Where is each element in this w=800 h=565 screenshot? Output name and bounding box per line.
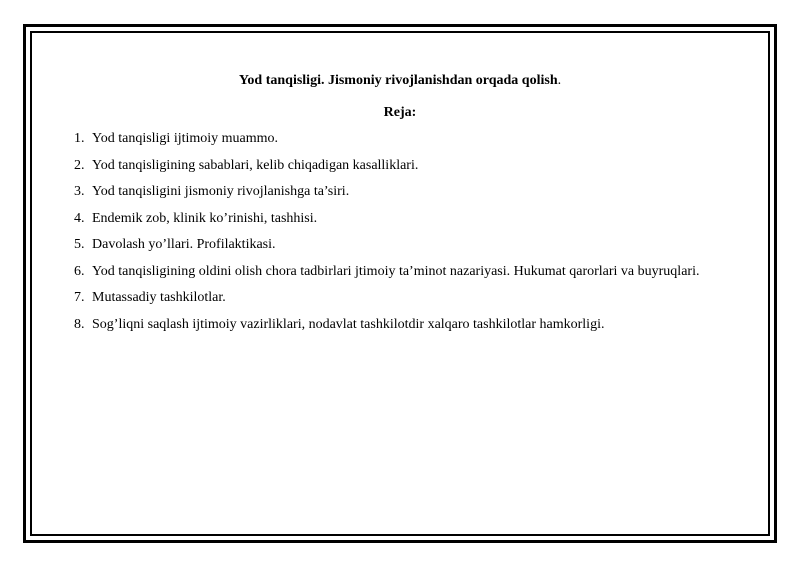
plan-item-number: 4. xyxy=(74,210,85,226)
plan-item-number: 8. xyxy=(74,316,85,332)
plan-item-text: Davolash yo’llari. Profilaktikasi. xyxy=(92,237,276,252)
plan-item-text: Endemik zob, klinik ko’rinishi, tashhisi. xyxy=(92,210,318,226)
plan-item-3 xyxy=(74,184,699,211)
plan-item-number: 7. xyxy=(74,290,85,305)
plan-item-text: Yod tanqisligi ijtimoiy muammo. xyxy=(92,131,279,146)
document-title xyxy=(32,73,768,89)
plan-list xyxy=(74,131,699,343)
plan-item-6 xyxy=(74,264,699,291)
plan-item-number: 5. xyxy=(74,237,85,252)
plan-item-text: Yod tanqisligining oldini olish chora tadbirlari jtimoiy ta’minot nazariyasi. Hukumat qarorlari va buyruqlari. xyxy=(92,263,700,279)
plan-item-4 xyxy=(74,211,699,238)
plan-item-2 xyxy=(74,158,699,185)
plan-item-text: Mutassadiy tashkilotlar. xyxy=(92,290,226,305)
plan-item-7 xyxy=(74,290,699,317)
plan-item-text: Yod tanqisligining sabablari, kelib chiqadigan kasalliklari. xyxy=(92,157,419,173)
plan-item-number: 6. xyxy=(74,263,85,279)
document-title-suffix: . xyxy=(557,73,562,88)
plan-item-text: Sog’liqni saqlash ijtimoiy vazirliklari, nodavlat tashkilotdir xalqaro tashkilotlar hamkorligi. xyxy=(92,316,605,332)
plan-item-8 xyxy=(74,317,699,344)
plan-item-5 xyxy=(74,237,699,264)
document-title-text: Yod tanqisligi. Jismoniy rivojlanishdan orqada qolish xyxy=(238,73,558,88)
plan-item-number: 2. xyxy=(74,157,85,173)
plan-item-number: 1. xyxy=(74,131,85,146)
plan-item-1 xyxy=(74,131,699,158)
plan-item-text: Yod tanqisligini jismoniy rivojlanishga ta’siri. xyxy=(92,184,350,199)
page-border-inner xyxy=(30,31,770,536)
plan-item-number: 3. xyxy=(74,184,85,199)
page-border-outer xyxy=(23,24,777,543)
plan-heading: Reja: xyxy=(383,105,417,120)
